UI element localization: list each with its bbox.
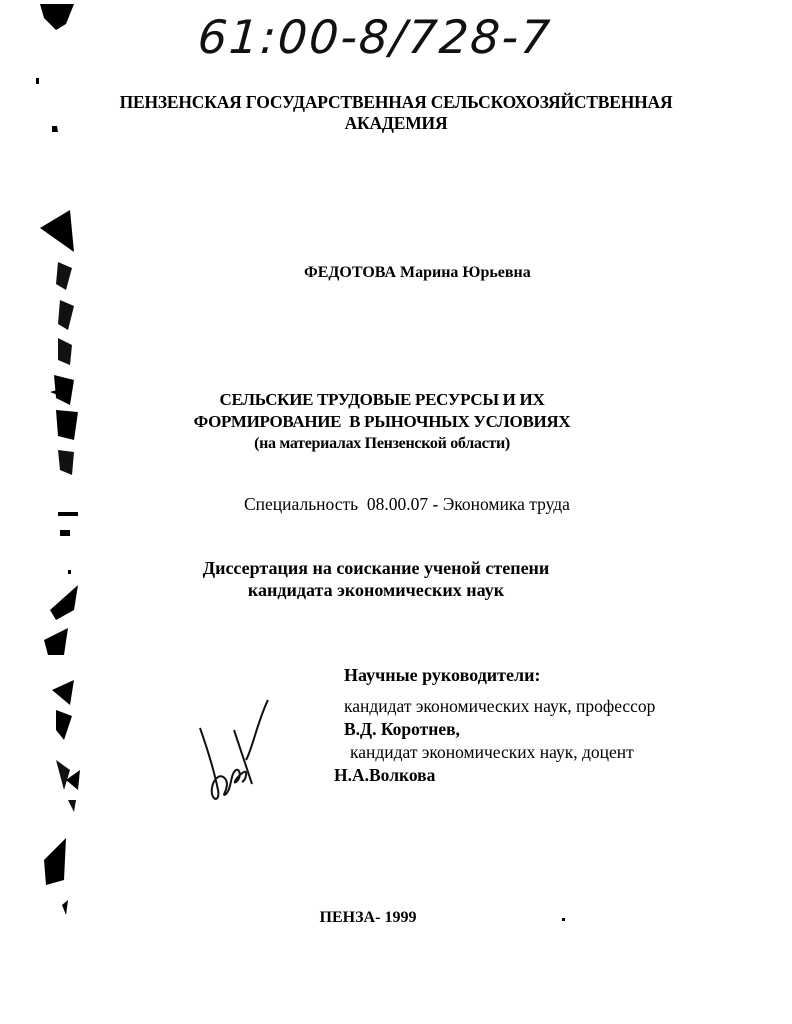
archive-code-handwritten bbox=[196, 10, 553, 64]
title-line-2: ФОРМИРОВАНИЕ В РЫНОЧНЫХ УСЛОВИЯХ bbox=[193, 412, 571, 431]
supervisors-block bbox=[334, 664, 656, 787]
signature-icon bbox=[190, 690, 280, 810]
title-line-1: СЕЛЬСКИЕ ТРУДОВЫЕ РЕСУРСЫ И ИХ bbox=[219, 390, 545, 409]
archive-code-text: 61:00-8/728-7 bbox=[196, 10, 554, 64]
supervisor-2-rank: кандидат экономических наук, доцент bbox=[350, 742, 634, 762]
supervisors-heading: Научные руководители: bbox=[344, 665, 541, 685]
degree-line-2: кандидата экономических наук bbox=[247, 580, 505, 600]
scan-noise-icon bbox=[0, 0, 110, 1024]
supervisor-1-rank: кандидат экономических наук, профессор bbox=[344, 696, 656, 716]
institution-line-1: ПЕНЗЕНСКАЯ ГОСУДАРСТВЕННАЯ СЕЛЬСКОХОЗЯЙСТВЕННАЯ bbox=[119, 92, 673, 112]
author-name: ФЕДОТОВА Марина Юрьевна bbox=[304, 264, 531, 281]
dissertation-title bbox=[0, 389, 792, 455]
institution-name bbox=[0, 92, 792, 134]
degree-statement bbox=[0, 557, 792, 601]
specialty: Специальность 08.00.07 - Экономика труда bbox=[244, 494, 570, 514]
city-year: ПЕНЗА- 1999 bbox=[319, 909, 417, 926]
supervisor-1-name: В.Д. Коротнев, bbox=[344, 719, 460, 739]
degree-line-1: Диссертация на соискание ученой степени bbox=[202, 558, 550, 578]
institution-line-2: АКАДЕМИЯ bbox=[344, 113, 448, 133]
supervisor-2-name: Н.А.Волкова bbox=[334, 765, 436, 785]
title-subtitle: (на материалах Пензенской области) bbox=[254, 435, 510, 452]
